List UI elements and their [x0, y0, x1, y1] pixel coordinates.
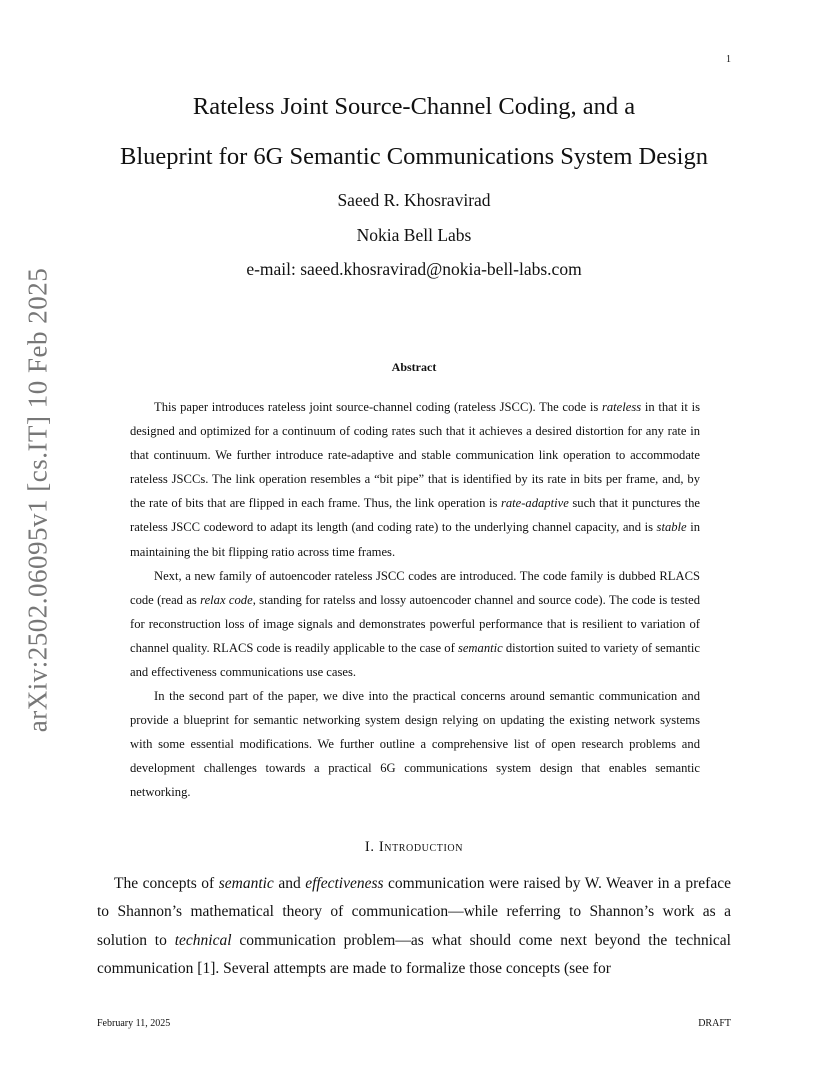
footer-draft-label: DRAFT [698, 1018, 731, 1029]
text-run: in that it is designed and optimized for a continuum of coding rates such that it achieves a desired distortion for any rate in that continuum. We further introduce rate-adaptive and stable communication link operation to accommodate rateless JSCCs. The link operation resembles a “bit pipe” that is identified by its rate in bits per frame, and, by the rate of bits that are flipped in each frame. Thus, the link operation is [130, 400, 700, 511]
emphasis-semantic: semantic [218, 875, 274, 892]
abstract-paragraph-1 [130, 395, 700, 564]
emphasis-semantic: semantic [457, 641, 503, 656]
emphasis-technical: technical [174, 931, 232, 949]
section-title: Introduction [378, 839, 464, 855]
text-run: distortion suited to variety of semantic and effectiveness communications use cases. [130, 641, 700, 680]
section-number: I. [364, 839, 375, 855]
introduction-paragraph [97, 870, 731, 983]
text-run: , standing for ratelss and lossy autoencoder channel and source code). The code is tested for reconstruction loss of image signals and demonstrates powerful performance that is resilient to variation of channel quality. RLACS code is readily applicable to the case of [130, 593, 700, 656]
abstract-paragraph-2 [130, 564, 700, 684]
page-number: 1 [726, 54, 731, 65]
emphasis-relax-code: relax code [200, 593, 253, 608]
paper-title-line-1: Rateless Joint Source-Channel Coding, and a [192, 93, 636, 120]
text-run: communication were raised by W. Weaver in a preface to Shannon’s mathematical theory of communication—while referring to Shannon’s work as a solution to [97, 875, 731, 949]
emphasis-stable: stable [656, 520, 687, 535]
text-run: and [273, 875, 306, 892]
arxiv-identifier-stamp: arXiv:2502.06095v1 [cs.IT] 10 Feb 2025 [22, 267, 53, 733]
author-name: Saeed R. Khosravirad [337, 190, 491, 210]
text-run: Next, a new family of autoencoder rateless JSCC codes are introduced. The code family is dubbed RLACS code (read as [130, 569, 700, 608]
footer-date: February 11, 2025 [97, 1018, 171, 1029]
paper-title-line-2: Blueprint for 6G Semantic Communications System Design [120, 143, 708, 170]
emphasis-effectiveness: effectiveness [305, 875, 384, 892]
text-run: In the second part of the paper, we dive into the practical concerns around semantic communication and provide a blueprint for semantic networking system design relying on updating the existing network systems with some essential modifications. We further outline a comprehensive list of open research problems and development challenges towards a practical 6G communications system design that enables semantic networking. [130, 689, 700, 800]
text-run: communication problem—as what should come next beyond the technical communication [1]. Several attempts are made to formalize those concepts (see for [97, 931, 731, 977]
text-run: in maintaining the bit flipping ratio across time frames. [130, 520, 700, 559]
abstract-paragraph-3 [130, 684, 700, 804]
author-email: e-mail: saeed.khosravirad@nokia-bell-labs.com [246, 259, 582, 279]
author-affiliation: Nokia Bell Labs [356, 225, 472, 245]
text-run: such that it punctures the rateless JSCC codeword to adapt its length (and coding rate) to the underlying channel capacity, and is [130, 496, 700, 535]
section-heading-introduction [0, 839, 828, 856]
text-run: The concepts of [114, 875, 219, 892]
text-run: This paper introduces rateless joint source-channel coding (rateless JSCC). The code is [154, 400, 602, 414]
abstract-heading: Abstract [391, 360, 437, 374]
emphasis-rate-adaptive: rate-adaptive [500, 496, 569, 511]
emphasis-rateless: rateless [601, 400, 642, 414]
